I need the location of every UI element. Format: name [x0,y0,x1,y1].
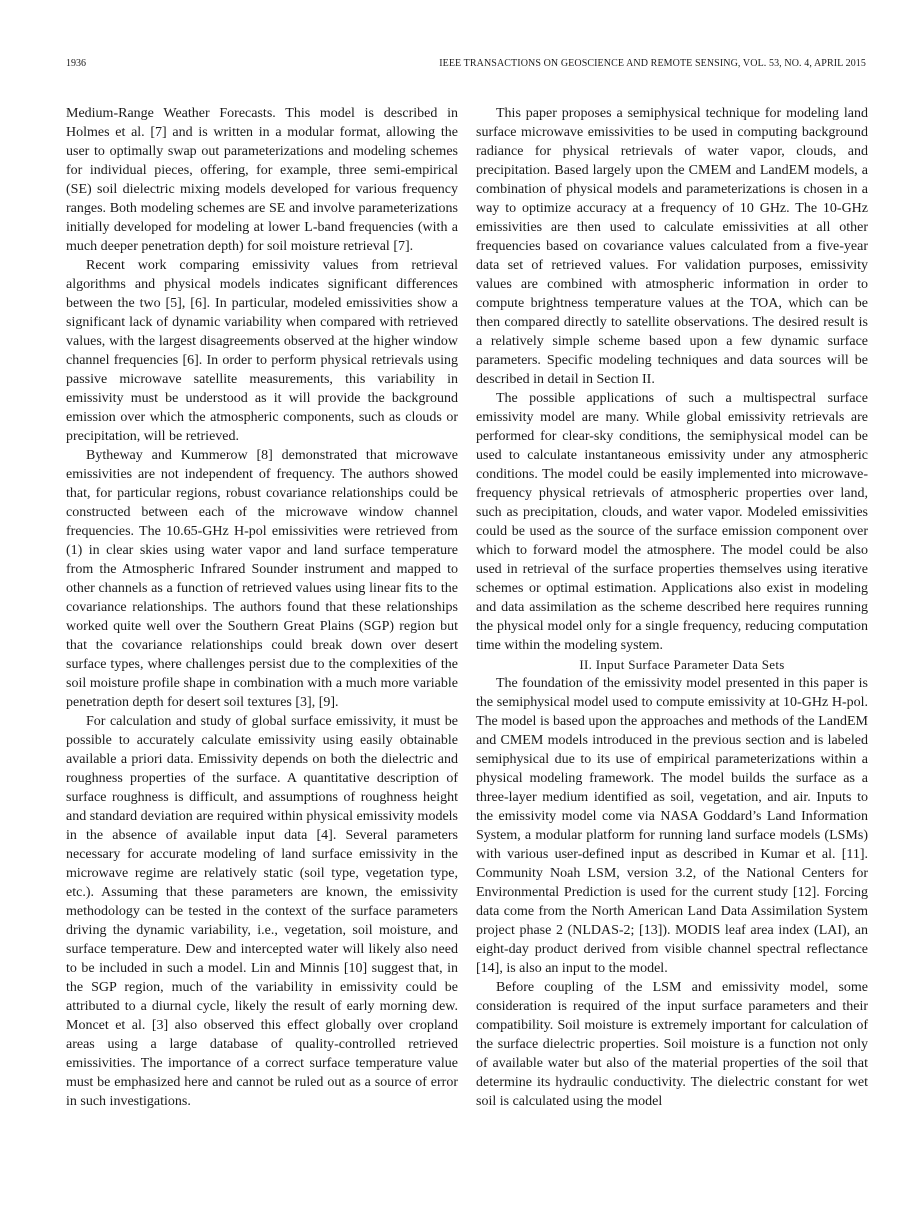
paragraph: Recent work comparing emissivity values from retrieval algorithms and physical models indicates significant differences between the two [5], [6]. In particular, modeled emissivities show a significant lack of dynamic variability when compared with retrieved values, with the largest disagreements observed at the higher window channel frequencies [6]. In order to perform physical retrievals using passive microwave satellite measurements, this variability in emissivity must be understood as it will provide the background emission over which the atmospheric components, such as clouds or precipitation, will be retrieved. [66,258,458,444]
paragraph: Medium-Range Weather Forecasts. This model is described in Holmes et al. [7] and is written in a modular format, allowing the user to optimally swap out parameterizations and modeling schemes for individual pieces, offering, for example, three semi-empirical (SE) soil dielectric mixing models developed for various frequency ranges. Both modeling schemes are SE and involve parameterizations initially developed for modeling at lower L-band frequencies (with a much deeper penetration depth) for soil moisture retrieval [7]. [66,106,458,254]
running-head: IEEE TRANSACTIONS ON GEOSCIENCE AND REMOTE SENSING, VOL. 53, NO. 4, APRIL 2015 [439,58,866,69]
right-column [476,104,868,1111]
paragraph: Before coupling of the LSM and emissivity model, some consideration is required of the input surface parameters and their compatibility. Soil moisture is extremely important for calculation of the surface dielectric properties. Soil moisture is a function not only of available water but also of the material properties of the soil that determine its hydraulic conductivity. The dielectric constant for wet soil is calculated using the model [476,980,868,1109]
paragraph: The foundation of the emissivity model presented in this paper is the semiphysical model used to compute emissivity at 10-GHz H-pol. The model is based upon the approaches and methods of the LandEM and CMEM models introduced in the previous section and is labeled semiphysical due to its use of empirical parameterizations within a physical modeling framework. The model builds the surface as a three-layer medium identified as soil, vegetation, and air. Inputs to the emissivity model come via NASA Goddard’s Land Information System, a modular platform for running land surface models (LSMs) with various user-defined input as described in Kumar et al. [11]. Community Noah LSM, version 3.2, of the National Centers for Environmental Prediction is used for the current study [12]. Forcing data come from the North American Land Data Assimilation System project phase 2 (NLDAS-2; [13]). MODIS leaf area index (LAI), an eight-day product derived from visible channel spectral reflectance [14], is also an input to the model. [476,676,868,976]
page-number: 1936 [66,58,86,69]
page-header [66,58,866,72]
left-column [66,104,458,1111]
paragraph: For calculation and study of global surface emissivity, it must be possible to accurately calculate emissivity using easily obtainable available a priori data. Emissivity depends on both the dielectric and roughness properties of the surface. A quantitative description of surface roughness is difficult, and assumptions of roughness height and standard deviation are required within physical emissivity models in the absence of available input data [4]. Several parameters necessary for accurate modeling of land surface emissivity in the microwave regime are relatively static (soil type, vegetation type, etc.). Assuming that these parameters are known, the emissivity methodology can be tested in the context of the surface parameters driving the dynamic variability, i.e., vegetation, soil moisture, and surface temperature. Dew and intercepted water will likely also need to be included in such a model. Lin and Minnis [10] suggest that, in the SGP region, much of the variability in emissivity could be attributed to a diurnal cycle, likely the result of early morning dew. Moncet et al. [3] also observed this effect globally over cropland areas using a large database of quality-controlled retrieved emissivities. The importance of a correct surface temperature value must be emphasized here and cannot be ruled out as a source of error in such investigations. [66,714,458,1109]
paragraph: The possible applications of such a multispectral surface emissivity model are many. While global emissivity retrievals are performed for clear-sky conditions, the semiphysical model can be used to calculate instantaneous emissivity under any atmospheric conditions. The model could be easily implemented into microwave-frequency physical retrievals of atmospheric properties over land, such as precipitation, clouds, and water vapor. Modeled emissivities could be used as the source of the surface emission component over which to forward model the atmosphere. The model could be also used in retrieval of the surface properties themselves using iterative schemes or optimal estimation. Applications also exist in modeling and data assimilation as the scheme described here requires running the physical model only for a single frequency, reducing computation time within the modeling system. [476,391,868,653]
paragraph: This paper proposes a semiphysical technique for modeling land surface microwave emissivities to be used in computing background radiance for physical retrievals of water vapor, clouds, and precipitation. Based largely upon the CMEM and LandEM models, a combination of physical models and parameterizations is chosen in a way to optimize accuracy at a frequency of 10 GHz. The 10-GHz emissivities are then used to calculate emissivities at all other frequencies based on covariance values calculated from a five-year data set of retrieved values. For validation purposes, emissivity values are combined with atmospheric information in order to compute brightness temperature values at the TOA, which can be then compared directly to satellite observations. The desired result is a relatively simple scheme based upon a few dynamic surface parameters. Specific modeling techniques and data sources will be described in detail in Section II. [476,106,868,387]
section-heading: II. Input Surface Parameter Data Sets [579,657,785,672]
paragraph: Bytheway and Kummerow [8] demonstrated that microwave emissivities are not independent of frequency. The authors showed that, for particular regions, robust covariance relationships could be constructed between each of the microwave window channel frequencies. The 10.65-GHz H-pol emissivities were retrieved from (1) in clear skies using water vapor and land surface temperature from the Atmospheric Infrared Sounder instrument and mapped to other channels as a function of retrieved values using linear fits to the covariance relationships. The authors found that these relationships worked quite well over the Southern Great Plains (SGP) region but that the covariance relationships could break down over desert surface types, where challenges persist due to the complexities of the soil moisture profile shape in combination with a much more variable penetration depth for desert soil textures [3], [9]. [66,448,458,710]
